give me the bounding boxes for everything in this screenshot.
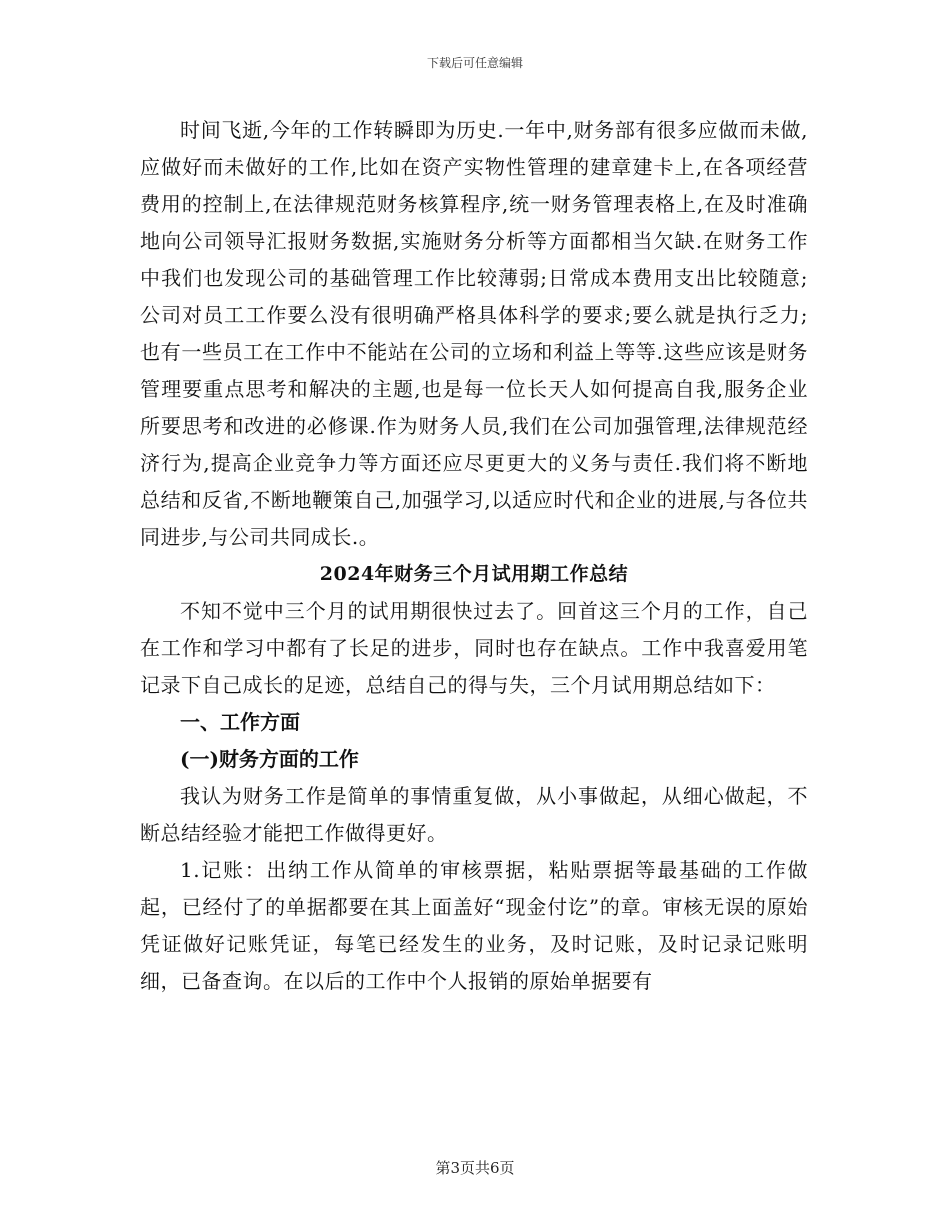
page-header: 下载后可任意编辑 <box>426 56 523 70</box>
heading-finance-work: (一)财务方面的工作 <box>180 747 359 771</box>
section-title: 2024年财务三个月试用期工作总结 <box>319 563 629 585</box>
heading-work-aspects: 一、工作方面 <box>180 710 300 734</box>
paragraph-summary-intro: 不知不觉中三个月的试用期很快过去了。回首这三个月的工作，自己在工作和学习中都有了长足的进步，同时也存在缺点。工作中我喜爱用笔记录下自己成长的足迹，总结自己的得与失，三个月试用期总结如下： <box>140 599 808 697</box>
page-footer: 第3页共6页 <box>435 1159 515 1177</box>
document-body <box>140 112 808 1000</box>
paragraph-bookkeeping: 1.记账：出纳工作从简单的审核票据，粘贴票据等最基础的工作做起，已经付了的单据都要在其上面盖好“现金付讫”的章。审核无误的原始凭证做好记账凭证，每笔已经发生的业务，及时记账，及时记录记账明细，已备查询。在以后的工作中个人报销的原始单据要有 <box>140 858 808 993</box>
paragraph-intro: 时间飞逝,今年的工作转瞬即为历史.一年中,财务部有很多应做而未做,应做好而未做好的工作,比如在资产实物性管理的建章建卡上,在各项经营费用的控制上,在法律规范财务核算程序,统一财务管理表格上,在及时准确地向公司领导汇报财务数据,实施财务分析等方面都相当欠缺.在财务工作中我们也发现公司的基础管理工作比较薄弱;日常成本费用支出比较随意;公司对员工工作要么没有很明确严格具体科学的要求;要么就是执行乏力;也有一些员工在工作中不能站在公司的立场和利益上等等.这些应该是财务管理要重点思考和解决的主题,也是每一位长天人如何提高自我,服务企业所要思考和改进的必修课.作为财务人员,我们在公司加强管理,法律规范经济行为,提高企业竞争力等方面还应尽更更大的义务与责任.我们将不断地总结和反省,不断地鞭策自己,加强学习,以适应时代和企业的进展,与各位共同进步,与公司共同成长.。 <box>140 118 808 549</box>
paragraph-finance-view: 我认为财务工作是简单的事情重复做，从小事做起，从细心做起，不断总结经验才能把工作做得更好。 <box>140 784 808 845</box>
